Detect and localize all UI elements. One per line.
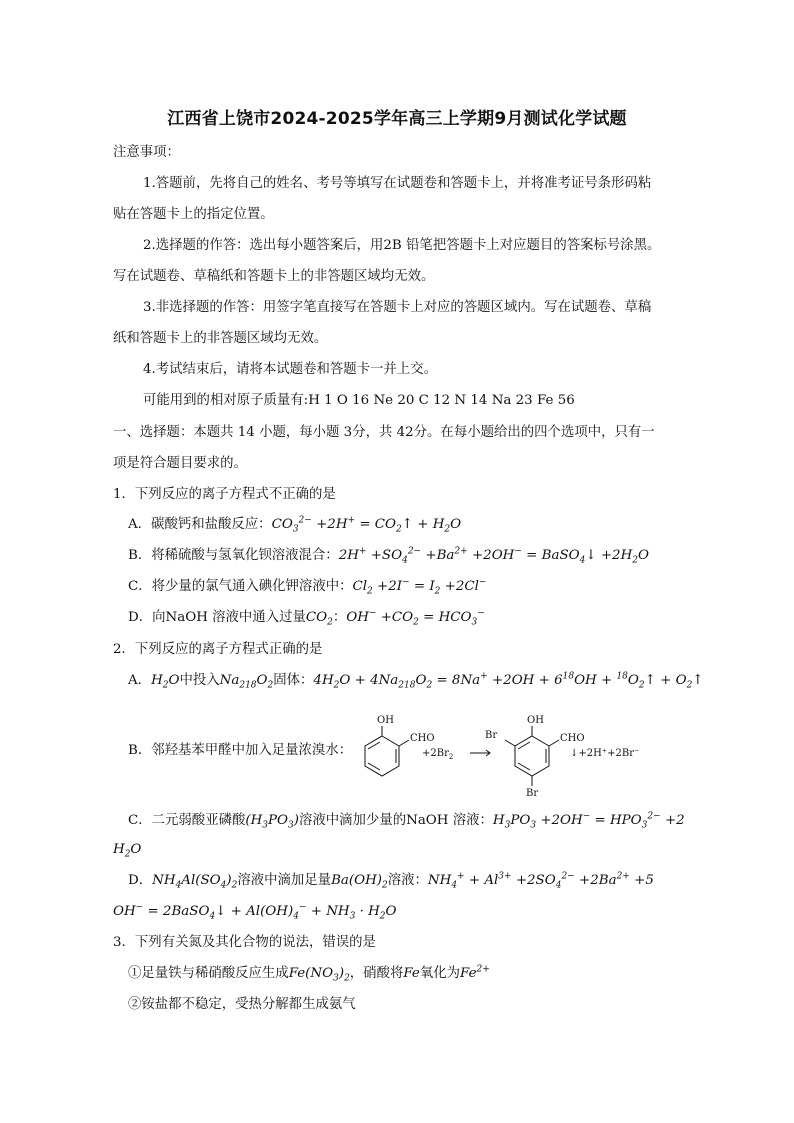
q1-option-b-label: B．将稀硫酸与氢氧化钡溶液混合： (128, 548, 339, 563)
q3-item-1-text-c: 氧化为 (419, 966, 461, 981)
reactant-benzene-ring (365, 736, 399, 776)
q2-option-c (128, 812, 685, 830)
q3-item-1-ion: $Fe^{2+}$ (460, 964, 490, 981)
q3-item-1-formula: $Fe(NO_3)_2$ (288, 966, 350, 984)
note-4: 4.考试结束后，请将本试题卷和答题卡一并上交。 (143, 362, 437, 377)
q1-option-b (128, 547, 649, 565)
reagent-br2-text: +2Br (422, 748, 449, 759)
product-cho-label: CHO (560, 733, 585, 744)
note-1a: 1.答题前，先将自己的姓名、考号等填写在试题卷和答题卡上，并将准考证号条形码粘 (143, 176, 652, 191)
q3-item-1 (128, 965, 490, 983)
note-3a: 3.非选择题的作答：用签字笔直接写在答题卡上对应的答题区域内。写在试题卷、草稿 (143, 300, 652, 315)
q2-c-text: 溶液中滴加少量的NaOH 溶液： (298, 813, 493, 828)
page-title: 江西省上饶市2024-2025学年高三上学期9月测试化学试题 (167, 109, 627, 129)
q1-d-formula: $CO_2$ (305, 610, 333, 628)
q2-option-d (128, 872, 654, 890)
q3-item-1-fe: Fe (403, 966, 420, 981)
q1-option-c (128, 578, 486, 596)
q2-a-text-2: 固体： (273, 673, 314, 688)
section1-heading-b: 项是符合题目要求的。 (113, 456, 247, 471)
q2-a-water: $H_2O$ (151, 673, 180, 691)
q1-option-c-label: C．将少量的氯气通入碘化钾溶液中： (128, 579, 353, 594)
q1-b-equation: $2H^+ +SO_4^{2-} +Ba^{2+} +2OH^-$ = BaSO$_4$↓ $+2H_2O$ (338, 546, 649, 566)
reagent-subscript: 2 (448, 753, 454, 761)
product-br-bottom: Br (526, 788, 539, 796)
q2-d-salt: $NH_4Al(SO_4)_2$ (152, 873, 238, 891)
q1-d-equation: $OH^- +CO_2 = HCO_3^-$ (346, 608, 485, 628)
q2-option-c-label: C．二元弱酸亚磷酸 (128, 813, 246, 828)
q2-d-equation-end: OH− = 2BaSO$_4$↓ + $Al(OH)_4^- + NH_3 \cdot H_2O$ (113, 902, 397, 922)
q2-d-text-2: 溶液： (387, 873, 428, 888)
q2-option-a-label: A． (128, 673, 152, 688)
q2-c-formula: $(H_3PO_3)$ (245, 813, 299, 831)
q3-item-2-number: ② (128, 997, 142, 1012)
q1-a-equation: $CO_3^{2-} +2H^+$ = $CO_2↑ + H_2O$ (271, 515, 462, 535)
q3-item-1-text-b: ，硝酸将 (349, 966, 404, 981)
q3-stem: 3．下列有关氮及其化合物的说法，错误的是 (113, 935, 376, 950)
q2-option-d-label: D． (128, 873, 153, 888)
reactant-cho-label: CHO (410, 733, 435, 744)
atomic-masses: 可能用到的相对原子质量有:H 1 O 16 Ne 20 C 12 N 14 Na 23 Fe 56 (143, 393, 575, 408)
q1-option-d-label: D．向NaOH 溶液中通入过量 (128, 610, 306, 625)
byproducts-label: ↓+2H⁺+2Br⁻ (570, 748, 640, 759)
q2-a-text-1: 中投入 (179, 673, 220, 688)
section1-heading-a: 一、选择题：本题共 14 小题，每小题 3分，共 42分。在每小题给出的四个选项中，只有一 (113, 425, 655, 440)
note-2b: 写在试题卷、草稿纸和答题卡上的非答题区域均无效。 (113, 269, 435, 284)
q1-option-a-label: A．碳酸钙和盐酸反应： (128, 517, 272, 532)
q1-option-a (128, 516, 461, 534)
note-3b: 纸和答题卡上的非答题区域均无效。 (113, 331, 328, 346)
product-oh-label: OH (527, 715, 544, 726)
q2-a-peroxide: $Na_{218}O_2$ (219, 673, 274, 691)
note-1b: 贴在答题卡上的指定位置。 (113, 207, 274, 222)
q2-d-continuation (113, 903, 397, 921)
q1-c-equation: $Cl_2 +2I^- = I_2 +2Cl^-$ (352, 577, 487, 597)
reactant-oh-label: OH (377, 715, 394, 726)
q2-d-equation: $NH_4^+ + Al^{3+} +2SO_4^{2-} +2Ba^{2+} +5$ (427, 871, 654, 891)
q3-item-1-number: ① (128, 966, 142, 981)
q2-c-equation: $H_3PO_3 +2OH^- = HPO_3^{2-} +2$ (492, 811, 685, 831)
q2-c-water: $H_2O$ (113, 842, 142, 860)
q2-b-reaction-diagram (352, 712, 712, 796)
q3-item-2 (128, 996, 356, 1014)
q3-item-2-text: 铵盐都不稳定，受热分解都生成氨气 (141, 997, 356, 1012)
q2-stem: 2．下列反应的离子方程式正确的是 (113, 642, 323, 657)
q1-option-d-colon: ： (332, 610, 347, 625)
notes-heading: 注意事项： (113, 145, 180, 160)
q3-item-1-text-a: 足量铁与稀硝酸反应生成 (141, 966, 289, 981)
note-2a: 2.选择题的作答：选出每小题答案后，用2B 铅笔把答题卡上对应题目的答案标号涂黑。 (143, 238, 661, 253)
product-benzene-ring (515, 736, 549, 776)
product-br-left: Br (485, 730, 498, 741)
q2-option-a (128, 672, 704, 690)
q2-d-base: $Ba(OH)_2$ (331, 873, 388, 891)
q2-a-equation: $4H_2O + 4Na_{218}O_2 = 8Na^+ +2OH + 6^{18}OH$ + $^{18}O_2↑$ + $O_2↑$ (313, 671, 704, 691)
q2-c-continuation (113, 841, 141, 859)
q1-option-d (128, 609, 485, 627)
reagent-label (422, 748, 453, 761)
q2-option-b: B．邻羟基苯甲醛中加入足量浓溴水： (128, 743, 353, 758)
q1-stem: 1．下列反应的离子方程式不正确的是 (113, 487, 336, 502)
q2-d-text-1: 溶液中滴加足量 (237, 873, 332, 888)
